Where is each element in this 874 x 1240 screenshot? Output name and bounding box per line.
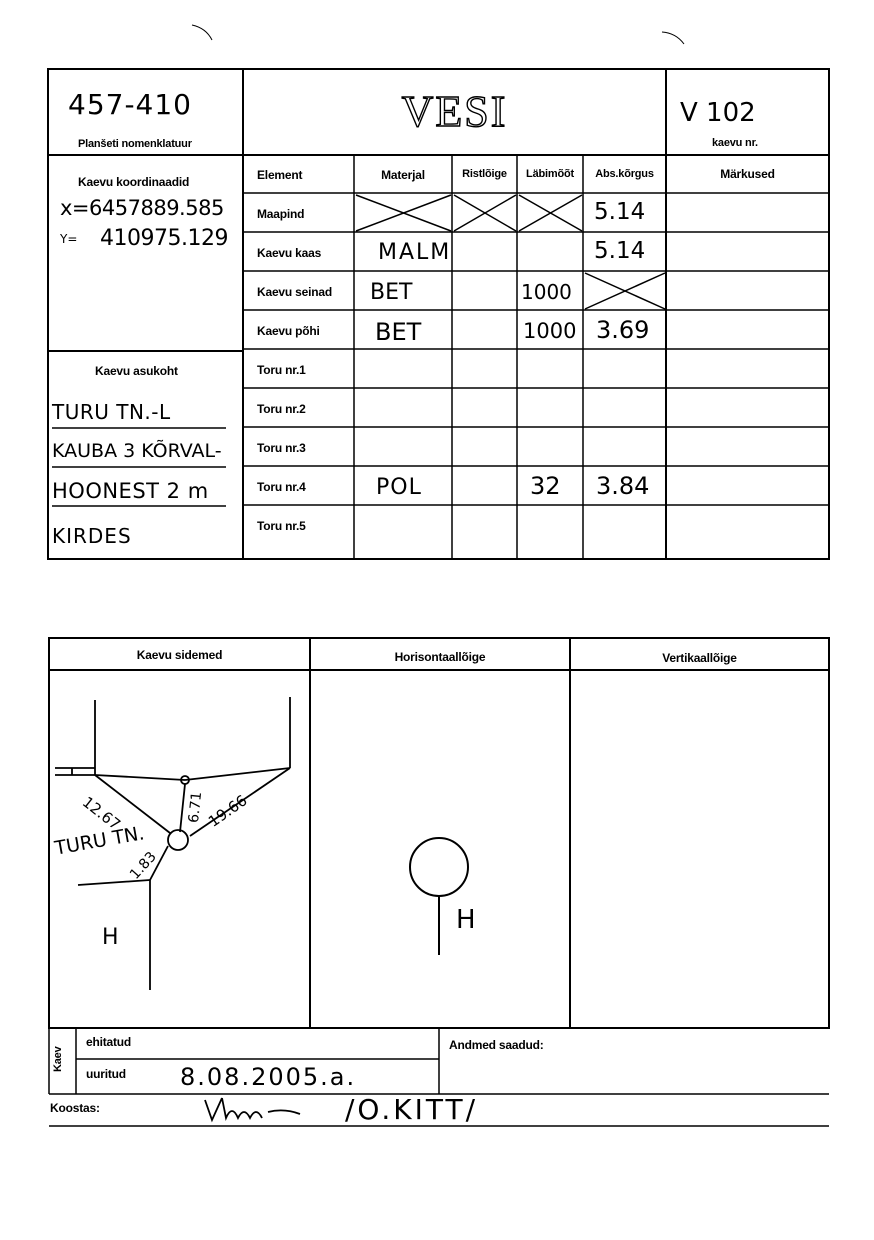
- location-label: Kaevu asukoht: [95, 364, 178, 378]
- material-value: BET: [375, 318, 422, 346]
- header-material: Materjal: [381, 168, 425, 182]
- row-element: Toru nr.1: [257, 363, 306, 377]
- sheet-label: Planšeti nomenklatuur: [78, 138, 192, 150]
- diameter-value: 1000: [523, 319, 577, 343]
- row-element: Kaevu seinad: [257, 285, 332, 299]
- diameter-value: 32: [530, 472, 561, 500]
- header-diameter: Läbimõõt: [526, 168, 574, 180]
- abs-value: 3.69: [596, 316, 650, 344]
- built-label: ehitatud: [86, 1035, 132, 1049]
- location-line: HOONEST 2 m: [52, 479, 209, 503]
- well-number: V 102: [680, 98, 756, 128]
- header-abs-height: Abs.kõrgus: [595, 168, 654, 180]
- abs-value: 5.14: [594, 238, 646, 264]
- material-value: BET: [370, 280, 413, 305]
- ties-header: Kaevu sidemed: [136, 648, 223, 662]
- header-element: Element: [257, 168, 303, 182]
- row-element: Toru nr.3: [257, 441, 306, 455]
- abs-value: 5.14: [594, 199, 646, 225]
- material-value: MALM: [378, 240, 452, 265]
- hydrant-label: H: [102, 925, 119, 950]
- row-element: Kaevu kaas: [257, 246, 322, 260]
- row-element: Toru nr.4: [257, 480, 306, 494]
- header-section: Ristlõige: [462, 168, 507, 180]
- coordinates-label: Kaevu koordinaadid: [78, 175, 190, 189]
- coordinate-y-prefix: Y=: [60, 232, 78, 246]
- measured-date: 8.08.2005.a.: [180, 1063, 357, 1091]
- horizontal-section-header: Horisontaallõige: [394, 650, 486, 664]
- location-line: KIRDES: [52, 524, 132, 548]
- data-source-label: Andmed saadud:: [449, 1038, 544, 1052]
- tie-distance-label: 6.71: [186, 790, 206, 824]
- vertical-section-header: Vertikaallõige: [662, 651, 737, 665]
- well-number-label: kaevu nr.: [712, 137, 758, 149]
- well-side-label: Kaev: [52, 1046, 64, 1072]
- abs-value: 3.84: [596, 472, 650, 500]
- tie-distance-label: 19.66: [205, 791, 251, 831]
- header-notes: Märkused: [720, 167, 775, 181]
- location-line: KAUBA 3 KÕRVAL-: [52, 440, 222, 462]
- row-element: Maapind: [257, 207, 305, 221]
- material-value: POL: [376, 475, 422, 500]
- row-element: Toru nr.5: [257, 519, 306, 533]
- row-element: Kaevu põhi: [257, 324, 320, 338]
- author-label: Koostas:: [50, 1101, 100, 1115]
- author-name: /O.KITT/: [345, 1093, 479, 1126]
- tie-distance-label: 12.67: [78, 793, 124, 834]
- page-title: VESI: [401, 87, 508, 136]
- measured-label: uuritud: [86, 1067, 126, 1081]
- coordinate-y: 410975.129: [100, 226, 228, 251]
- diameter-value: 1000: [521, 280, 572, 304]
- row-element: Toru nr.2: [257, 402, 306, 416]
- street-label: TURU TN.: [53, 822, 146, 860]
- tie-distance-label: 1.83: [127, 848, 160, 883]
- coordinate-x: x=6457889.585: [60, 196, 224, 220]
- location-line: TURU TN.-L: [52, 400, 171, 424]
- horizontal-section-label: H: [456, 905, 476, 935]
- sheet-number: 457-410: [68, 88, 192, 121]
